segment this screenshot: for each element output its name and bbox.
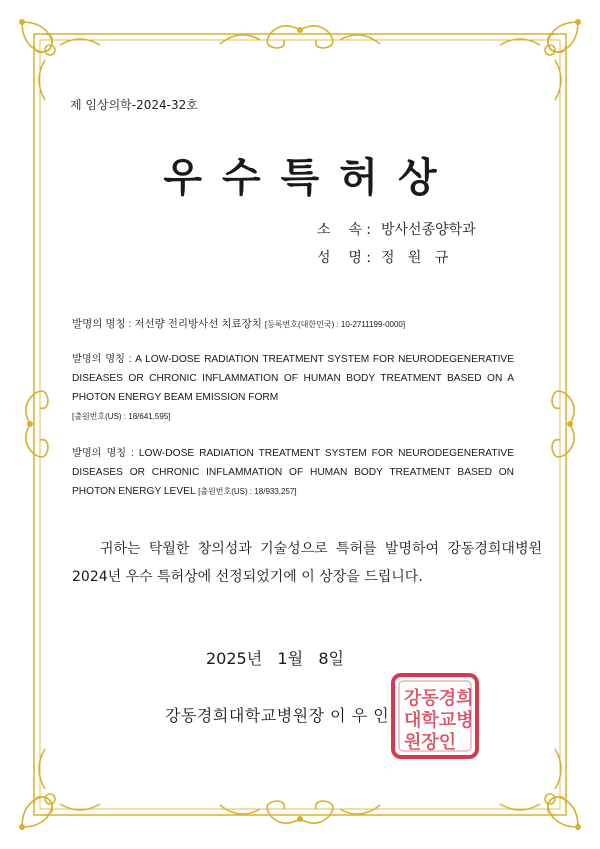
invention-1-title: 발명의 명칭 : 저선량 전리방사선 치료장치 — [72, 318, 265, 330]
invention-3-title: 발명의 명칭 : LOW-DOSE RADIATION TREATMENT SYSTEM FOR NEURODEGENERATIVE DISEASES OR CHRONIC INFLAMMATION OF HUMAN BODY TREATMENT BASED ON PHOTON ENERGY LEVEL — [72, 448, 514, 497]
award-date: 2025년 1월 8일 — [206, 649, 344, 668]
citation-text — [72, 535, 542, 591]
affiliation-label: 소 속 : — [317, 222, 372, 238]
seal-line-2: 대학교병 — [404, 710, 474, 731]
affiliation-row — [317, 219, 476, 239]
document-number: 제 임상의학-2024-32호 — [70, 98, 198, 112]
certificate-title: 우수특허상 — [163, 155, 457, 201]
name-label: 성 명 : — [317, 250, 372, 266]
invention-2-reg: [출원번호(US) : 18/641,595] — [72, 412, 171, 421]
seal-line-3: 원장인 — [404, 732, 457, 753]
signer: 강동경희대학교병원장 이 우 인 — [165, 706, 390, 725]
invention-3-reg: [출원번호(US) : 18/933,257] — [198, 487, 297, 496]
affiliation-value: 방사선종양학과 — [381, 222, 476, 238]
seal-line-1: 강동경희 — [404, 688, 474, 709]
invention-2 — [72, 350, 514, 426]
name-row — [317, 247, 448, 267]
invention-1 — [72, 315, 514, 334]
invention-2-title: 발명의 명칭 : A LOW-DOSE RADIATION TREATMENT SYSTEM FOR NEURODEGENERATIVE DISEASES OR CHRONIC INFLAMMATION OF HUMAN BODY TREATMENT BASED ON A PHOTON ENERGY BEAM EMISSION FORM — [72, 354, 514, 403]
official-seal — [390, 672, 480, 760]
name-value: 정 원 규 — [381, 250, 449, 266]
citation-body: 귀하는 탁월한 창의성과 기술성으로 특허를 발명하여 강동경희대병원 2024년 우수 특허상에 선정되었기에 이 상장을 드립니다. — [72, 541, 542, 585]
invention-3 — [72, 444, 514, 501]
invention-1-reg: [등록번호(대한민국) : 10-2711199-0000] — [264, 320, 406, 329]
